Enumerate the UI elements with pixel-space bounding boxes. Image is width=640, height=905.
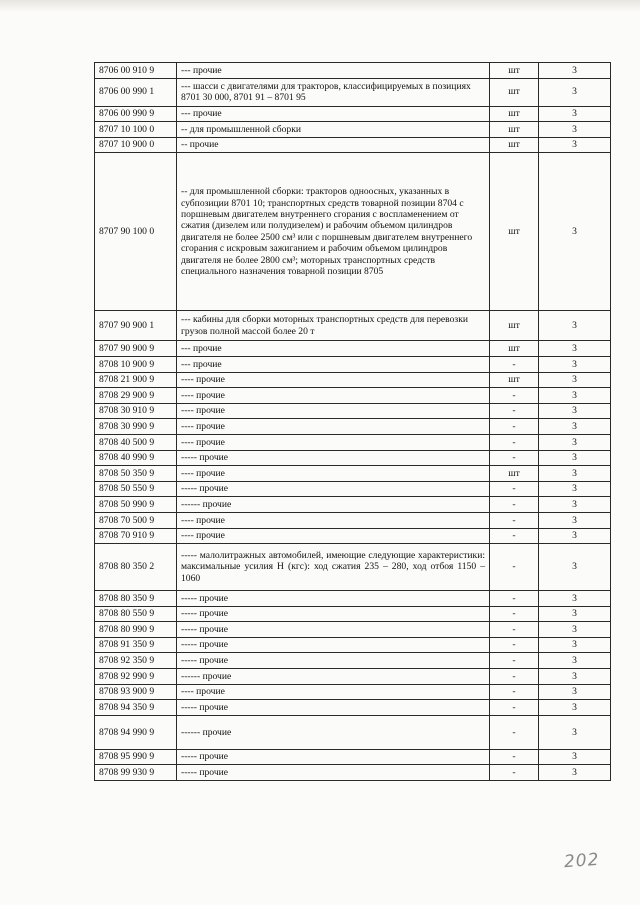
table-row (95, 606, 611, 622)
table-row (95, 528, 611, 544)
table-row (95, 481, 611, 497)
table-row (95, 450, 611, 466)
unit-cell: - (490, 356, 539, 372)
description-cell: ---- прочие (177, 388, 490, 404)
unit-cell: - (490, 669, 539, 685)
description-cell: -- для промышленной сборки: тракторов одноосных, указанных в субпозиции 8701 10; транспортных средств товарной позиции 8704 с поршневым двигателем внутреннего сгорания с воспламенением от сжатия (дизелем или полудизелем) и рабочим объемом цилиндров двигателя не более 2500 см³ или с поршневым двигателем внутреннего сгорания с искровым зажиганием и рабочим объемом цилиндров двигателя не более 2800 см³; моторных транспортных средств специального назначения товарной позиции 8705 (177, 153, 490, 311)
rate-cell: 3 (539, 388, 611, 404)
code-cell: 8708 94 990 9 (95, 715, 177, 749)
table-row (95, 78, 611, 106)
rate-cell: 3 (539, 749, 611, 765)
rate-cell: 3 (539, 63, 611, 79)
table-row (95, 311, 611, 341)
rate-cell: 3 (539, 419, 611, 435)
table-row (95, 749, 611, 765)
rate-cell: 3 (539, 311, 611, 341)
rate-cell: 3 (539, 544, 611, 591)
description-cell: ---- прочие (177, 684, 490, 700)
table-row (95, 153, 611, 311)
table-row (95, 512, 611, 528)
unit-cell: - (490, 497, 539, 513)
rate-cell: 3 (539, 106, 611, 122)
table-row (95, 106, 611, 122)
unit-cell: - (490, 481, 539, 497)
rate-cell: 3 (539, 153, 611, 311)
table-row (95, 622, 611, 638)
rate-cell: 3 (539, 700, 611, 716)
table-row (95, 715, 611, 749)
rate-cell: 3 (539, 715, 611, 749)
description-cell: ----- прочие (177, 481, 490, 497)
description-cell: --- шасси с двигателями для тракторов, классифицируемых в позициях 8701 30 000, 8701 91 – 8701 95 (177, 78, 490, 106)
code-cell: 8708 29 900 9 (95, 388, 177, 404)
rate-cell: 3 (539, 450, 611, 466)
table-row (95, 653, 611, 669)
table-row (95, 356, 611, 372)
rate-cell: 3 (539, 684, 611, 700)
unit-cell: шт (490, 122, 539, 138)
code-cell: 8708 70 500 9 (95, 512, 177, 528)
code-cell: 8708 92 350 9 (95, 653, 177, 669)
description-cell: ---- прочие (177, 512, 490, 528)
unit-cell: - (490, 544, 539, 591)
description-cell: ----- прочие (177, 637, 490, 653)
code-cell: 8708 40 990 9 (95, 450, 177, 466)
description-cell: ---- прочие (177, 372, 490, 388)
description-cell: -- для промышленной сборки (177, 122, 490, 138)
table-row (95, 137, 611, 153)
code-cell: 8708 10 900 9 (95, 356, 177, 372)
code-cell: 8708 70 910 9 (95, 528, 177, 544)
description-cell: ------ прочие (177, 497, 490, 513)
unit-cell: шт (490, 63, 539, 79)
code-cell: 8708 95 990 9 (95, 749, 177, 765)
code-cell: 8708 92 990 9 (95, 669, 177, 685)
code-cell: 8708 50 990 9 (95, 497, 177, 513)
table-row (95, 700, 611, 716)
unit-cell: шт (490, 78, 539, 106)
description-cell: ---- прочие (177, 434, 490, 450)
unit-cell: - (490, 419, 539, 435)
table-row (95, 419, 611, 435)
table-row (95, 372, 611, 388)
unit-cell: шт (490, 153, 539, 311)
unit-cell: - (490, 591, 539, 607)
rate-cell: 3 (539, 622, 611, 638)
code-cell: 8707 90 900 9 (95, 341, 177, 357)
rate-cell: 3 (539, 78, 611, 106)
code-cell: 8706 00 990 9 (95, 106, 177, 122)
rate-cell: 3 (539, 341, 611, 357)
code-cell: 8707 10 100 0 (95, 122, 177, 138)
code-cell: 8708 30 990 9 (95, 419, 177, 435)
unit-cell: - (490, 637, 539, 653)
unit-cell: - (490, 684, 539, 700)
unit-cell: шт (490, 311, 539, 341)
description-cell: ----- прочие (177, 622, 490, 638)
description-cell: ---- прочие (177, 466, 490, 482)
description-cell: --- прочие (177, 106, 490, 122)
unit-cell: шт (490, 341, 539, 357)
code-cell: 8708 50 350 9 (95, 466, 177, 482)
table-row (95, 669, 611, 685)
unit-cell: - (490, 765, 539, 781)
unit-cell: - (490, 622, 539, 638)
code-cell: 8706 00 910 9 (95, 63, 177, 79)
table-row (95, 388, 611, 404)
table-row (95, 403, 611, 419)
code-cell: 8707 90 900 1 (95, 311, 177, 341)
code-cell: 8708 99 930 9 (95, 765, 177, 781)
rate-cell: 3 (539, 606, 611, 622)
rate-cell: 3 (539, 528, 611, 544)
rate-cell: 3 (539, 591, 611, 607)
description-cell: ----- прочие (177, 749, 490, 765)
unit-cell: - (490, 434, 539, 450)
table-row (95, 591, 611, 607)
scan-shadow (0, 0, 640, 12)
description-cell: ----- прочие (177, 653, 490, 669)
code-cell: 8708 80 550 9 (95, 606, 177, 622)
code-cell: 8708 40 500 9 (95, 434, 177, 450)
code-cell: 8708 80 350 2 (95, 544, 177, 591)
rate-cell: 3 (539, 137, 611, 153)
description-cell: -- прочие (177, 137, 490, 153)
unit-cell: - (490, 715, 539, 749)
table-row (95, 544, 611, 591)
description-cell: ---- прочие (177, 403, 490, 419)
code-cell: 8708 80 990 9 (95, 622, 177, 638)
description-cell: --- кабины для сборки моторных транспортных средств для перевозки грузов полной массой более 20 т (177, 311, 490, 341)
description-cell: ----- прочие (177, 450, 490, 466)
unit-cell: - (490, 388, 539, 404)
rate-cell: 3 (539, 356, 611, 372)
description-cell: ------ прочие (177, 669, 490, 685)
table-row (95, 63, 611, 79)
rate-cell: 3 (539, 434, 611, 450)
unit-cell: шт (490, 106, 539, 122)
unit-cell: - (490, 512, 539, 528)
code-cell: 8707 90 100 0 (95, 153, 177, 311)
rate-cell: 3 (539, 669, 611, 685)
rate-cell: 3 (539, 497, 611, 513)
unit-cell: - (490, 653, 539, 669)
code-cell: 8708 80 350 9 (95, 591, 177, 607)
table-row (95, 765, 611, 781)
description-cell: ----- малолитражных автомобилей, имеющие следующие характеристики: максимальные усилия Н (кгс): ход сжатия 235 – 280, ход отбоя 1150 – 1060 (177, 544, 490, 591)
code-cell: 8708 91 350 9 (95, 637, 177, 653)
table-row (95, 466, 611, 482)
unit-cell: - (490, 403, 539, 419)
code-cell: 8707 10 900 0 (95, 137, 177, 153)
description-cell: ---- прочие (177, 419, 490, 435)
description-cell: ------ прочие (177, 715, 490, 749)
rate-cell: 3 (539, 372, 611, 388)
rate-cell: 3 (539, 653, 611, 669)
unit-cell: - (490, 606, 539, 622)
unit-cell: шт (490, 466, 539, 482)
description-cell: ----- прочие (177, 765, 490, 781)
rate-cell: 3 (539, 122, 611, 138)
unit-cell: - (490, 700, 539, 716)
description-cell: ----- прочие (177, 606, 490, 622)
description-cell: --- прочие (177, 63, 490, 79)
description-cell: ---- прочие (177, 528, 490, 544)
rate-cell: 3 (539, 403, 611, 419)
table-row (95, 637, 611, 653)
code-cell: 8708 93 900 9 (95, 684, 177, 700)
tariff-table (94, 62, 611, 781)
description-cell: ----- прочие (177, 591, 490, 607)
table-row (95, 434, 611, 450)
unit-cell: шт (490, 137, 539, 153)
description-cell: --- прочие (177, 341, 490, 357)
unit-cell: - (490, 749, 539, 765)
rate-cell: 3 (539, 637, 611, 653)
description-cell: ----- прочие (177, 700, 490, 716)
rate-cell: 3 (539, 512, 611, 528)
code-cell: 8708 30 910 9 (95, 403, 177, 419)
code-cell: 8706 00 990 1 (95, 78, 177, 106)
rate-cell: 3 (539, 765, 611, 781)
table-row (95, 122, 611, 138)
code-cell: 8708 94 350 9 (95, 700, 177, 716)
description-cell: --- прочие (177, 356, 490, 372)
table-row (95, 497, 611, 513)
table-row (95, 684, 611, 700)
unit-cell: - (490, 528, 539, 544)
code-cell: 8708 50 550 9 (95, 481, 177, 497)
table-row (95, 341, 611, 357)
unit-cell: - (490, 450, 539, 466)
rate-cell: 3 (539, 466, 611, 482)
rate-cell: 3 (539, 481, 611, 497)
page-number: 202 (563, 849, 601, 873)
unit-cell: шт (490, 372, 539, 388)
code-cell: 8708 21 900 9 (95, 372, 177, 388)
